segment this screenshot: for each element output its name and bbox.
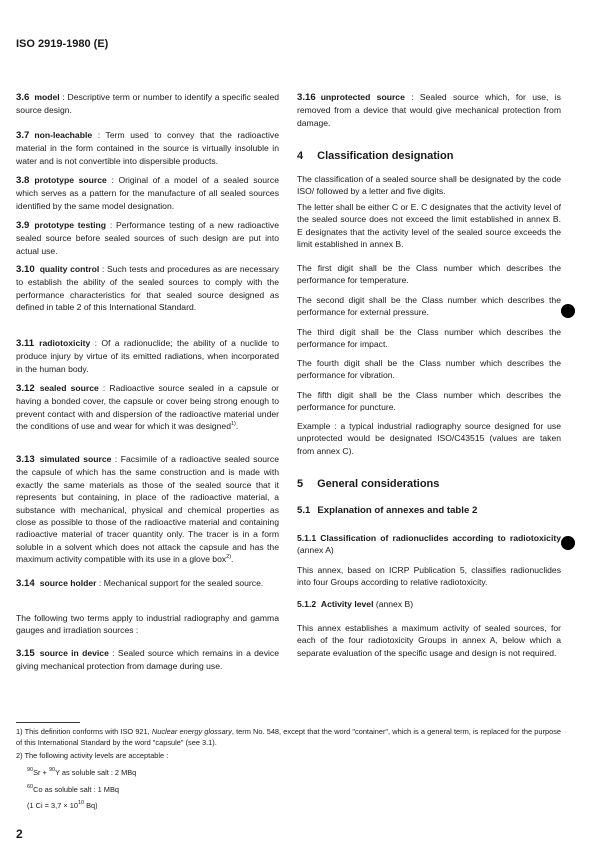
section-4-heading: 4 Classification designation	[297, 150, 454, 162]
definition-3-6: 3.6 model : Descriptive term or number to identify a specific sealed source design.	[16, 92, 279, 116]
punch-hole-mark	[561, 536, 575, 550]
paragraph: The classification of a sealed source shall be designated by the code ISO/ followed by a letter and five digits.	[297, 174, 561, 197]
section-5-1-1: 5.1.1 Classification of radionuclides according to radiotoxicity (annex A)	[297, 533, 561, 556]
footnote-2-line: $^{90}$Sr + $^{90}$Y as soluble salt : 2 MBq	[27, 767, 137, 777]
paragraph: Example : a typical industrial radiography source designed for use unprotected would be designated ISO/C43515 (values are taken from annex C).	[297, 421, 561, 456]
paragraph: The first digit shall be the Class number which describes the performance for temperature.	[297, 263, 561, 286]
document-header: ISO 2919-1980 (E)	[16, 38, 109, 50]
definition-3-7: 3.7 non-leachable : Term used to convey that the radioactive material in the form contained in the source is virtually insoluble in water and is not convertible into dispersible products.	[16, 130, 279, 166]
definition-3-14: 3.14 source holder : Mechanical support for the sealed source.	[16, 578, 264, 589]
punch-hole-mark	[561, 304, 575, 318]
paragraph: The fourth digit shall be the Class number which describes the performance for vibration.	[297, 358, 561, 381]
footnote-2: 2) The following activity levels are acceptable :	[16, 751, 169, 760]
paragraph: The second digit shall be the Class number which describes the performance for external pressure.	[297, 295, 561, 318]
paragraph: The following two terms apply to industrial radiography and gamma gauges and irradiation sources :	[16, 613, 279, 636]
definition-3-8: 3.8 prototype source : Original of a model of a sealed source which serves as a pattern for the manufacture of all sealed sources identified by the same model designation.	[16, 175, 279, 211]
definition-3-10: 3.10 quality control : Such tests and procedures as are necessary to establish the ability of the sealed sources to comply with the performance characteristics for that sealed source designed as defined in table 2 of this International Standard.	[16, 264, 279, 313]
definition-3-9: 3.9 prototype testing : Performance testing of a new radioactive sealed source before sealed sources of such design are put into actual use.	[16, 220, 280, 256]
definition-3-12: 3.12 sealed source : Radioactive source sealed in a capsule or having a bonded cover, the capsule or cover being strong enough to prevent contact with and dispersion of the radioactive material under the conditions of use and wear for which it was designed$^{1)}$.	[16, 383, 279, 432]
footnote-2-line: $^{60}$Co as soluble salt : 1 MBq	[27, 784, 119, 794]
paragraph: The letter shall be either C or E. C designates that the activity level of the sealed source does not exceed the limit established in annex B. E designates that the activity level of the sealed source exceeds the limit established in annex B.	[297, 202, 561, 250]
definition-3-16: 3.16 unprotected source : Sealed source which, for use, is removed from a device that would give mechanical protection from damage.	[297, 92, 561, 128]
paragraph: This annex establishes a maximum activity of sealed sources, for each of the four radiotoxicity Groups in annex A, below which a separate evaluation of the specific usage and design is not required.	[297, 623, 561, 658]
footnote-1: 1) This definition conforms with ISO 921, Nuclear energy glossary, term No. 548, except that the word "container", which is a general term, is replaced for the purpose of this International Standard by the word "capsule" (see 3.1).	[16, 727, 561, 747]
page-number: 2	[16, 827, 23, 841]
footnote-rule	[16, 722, 80, 723]
definition-3-15: 3.15 source in device : Sealed source which remains in a device giving mechanical protection from damage during use.	[16, 648, 279, 672]
section-5-heading: 5 General considerations	[297, 478, 440, 490]
definition-3-11: 3.11 radiotoxicity : Of a radionuclide; the ability of a nuclide to produce injury by virtue of its emitted radiations, when incorporated in the human body.	[16, 338, 279, 374]
footnote-2-line: (1 $Ci = 3,7 \times 10^{10}$ Bq)	[27, 800, 98, 810]
section-5-1-2: 5.1.2 Activity level (annex B)	[297, 599, 414, 609]
section-5-1-heading: 5.1 Explanation of annexes and table 2	[297, 505, 478, 516]
paragraph: The fifth digit shall be the Class number which describes the performance for puncture.	[297, 390, 561, 413]
paragraph: This annex, based on ICRP Publication 5, classifies radionuclides into four Groups according to relative radiotoxicity.	[297, 565, 561, 588]
paragraph: The third digit shall be the Class number which describes the performance for impact.	[297, 327, 561, 350]
definition-3-13: 3.13 simulated source : Facsimile of a radioactive sealed source the capsule of which has the same construction and is made with exactly the same materials as those of the sealed source that it represents but containing, in place of the radioactive material, a substance with mechanical, physical and chemical properties as close as possible to those of the radioactive material and containing radioactive material of tracer quantity only. The tracer is in a form soluble in a solvent which does not attack the capsule and has the maximum activity compatible with its use in a glove box$^{2)}$.	[16, 454, 279, 565]
